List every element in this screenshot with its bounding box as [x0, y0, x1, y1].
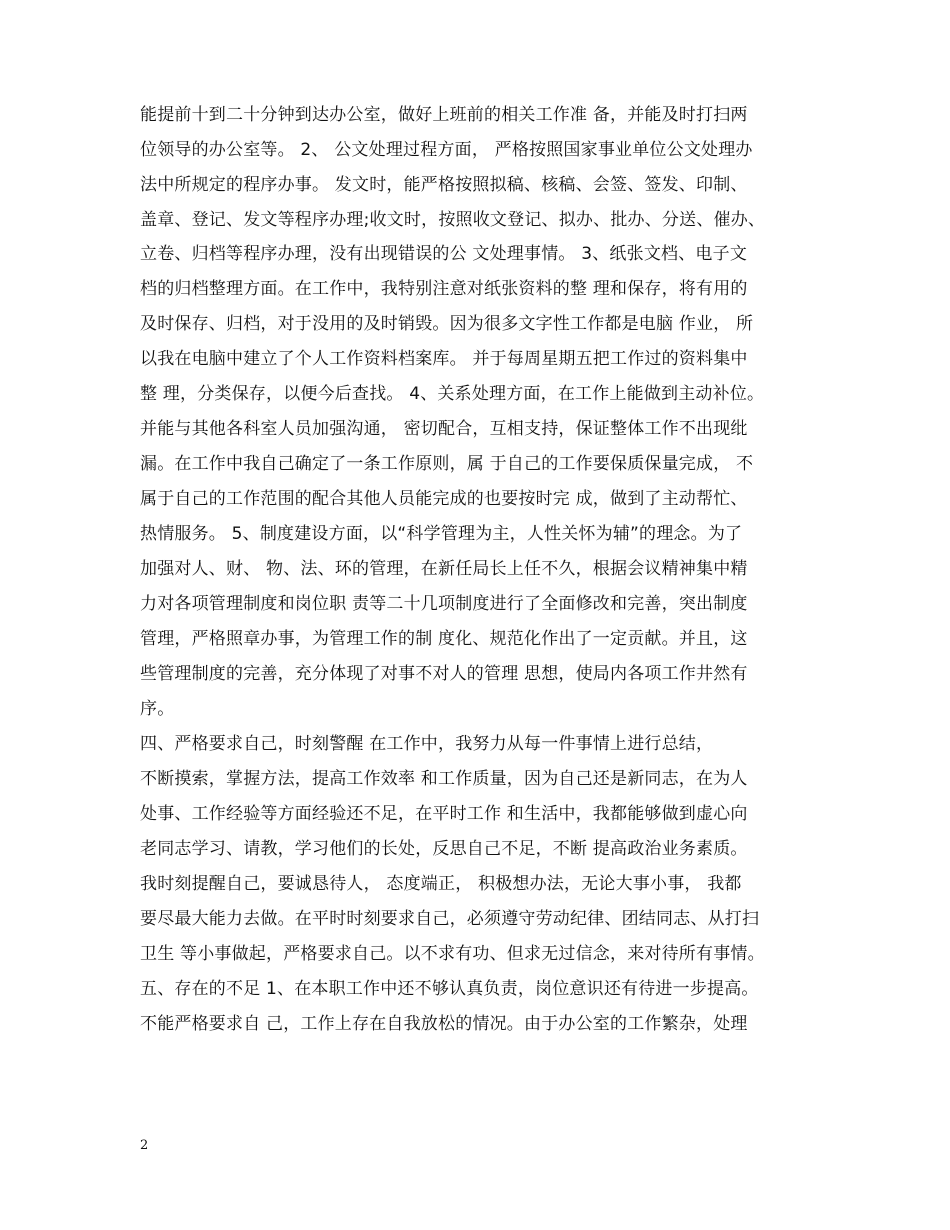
text-line: 加强对人、财、 物、法、环的管理，在新任局长上任不久，根据会议精神集中精 — [140, 559, 748, 579]
text-line: 并能与其他各科室人员加强沟通， 密切配合，互相支持，保证整体工作不出现纰 — [140, 419, 748, 439]
text-line: 位领导的办公室等。 2、 公文处理过程方面， 严格按照国家事业单位公文处理办 — [140, 140, 753, 160]
text-line: 能提前十到二十分钟到达办公室，做好上班前的相关工作准 备，并能及时打扫两 — [140, 105, 748, 125]
text-line: 档的归档整理方面。在工作中，我特别注意对纸张资料的整 理和保存，将有用的 — [140, 279, 748, 299]
text-line: 以我在电脑中建立了个人工作资料档案库。 并于每周星期五把工作过的资料集中 — [140, 349, 748, 369]
text-line: 管理，严格照章办事，为管理工作的制 度化、规范化作出了一定贡献。并且，这 — [140, 629, 748, 649]
text-line: 法中所规定的程序办事。 发文时，能严格按照拟稿、核稿、会签、签发、印制、 — [140, 175, 748, 195]
text-line: 四、严格要求自己，时刻警醒 在工作中，我努力从每一件事情上进行总结， — [140, 734, 714, 754]
text-line: 属于自己的工作范围的配合其他人员能完成的也要按时完 成，做到了主动帮忙、 — [140, 489, 748, 509]
text-line: 老同志学习、请教，学习他们的长处，反思自己不足，不断 提高政治业务素质。 — [140, 839, 748, 859]
text-line: 及时保存、归档，对于没用的及时销毁。因为很多文字性工作都是电脑 作业， 所 — [140, 314, 754, 334]
text-line: 我时刻提醒自己，要诚恳待人， 态度端正， 积极想办法，无论大事小事， 我都 — [140, 874, 742, 894]
text-line: 不断摸索，掌握方法，提高工作效率 和工作质量，因为自己还是新同志，在为人 — [140, 769, 748, 789]
text-line: 五、存在的不足 1、在本职工作中还不够认真负责，岗位意识还有待进一步提高。 — [140, 979, 759, 999]
text-line: 要尽最大能力去做。在平时时刻要求自己，必须遵守劳动纪律、团结同志、从打扫 — [140, 909, 760, 929]
text-line: 卫生 等小事做起，严格要求自己。以不求有功、但求无过信念，来对待所有事情。 — [140, 944, 765, 964]
text-line: 处事、工作经验等方面经验还不足，在平时工作 和生活中，我都能够做到虚心向 — [140, 804, 748, 824]
text-line: 立卷、归档等程序办理，没有出现错误的公 文处理事情。 3、纸张文档、电子文 — [140, 244, 748, 264]
text-line: 力对各项管理制度和岗位职 责等二十几项制度进行了全面修改和完善，突出制度 — [140, 594, 748, 614]
text-line: 盖章、登记、发文等程序办理;收文时，按照收文登记、拟办、批办、分送、催办、 — [140, 210, 766, 230]
text-line: 整 理，分类保存，以便今后查找。 4、关系处理方面，在工作上能做到主动补位。 — [140, 384, 765, 404]
text-line: 漏。在工作中我自己确定了一条工作原则，属 于自己的工作要保质保量完成， 不 — [140, 454, 754, 474]
text-line: 热情服务。 5、制度建设方面，以“科学管理为主，人性关怀为辅”的理念。为了 — [140, 524, 743, 544]
text-line: 序。 — [140, 699, 175, 719]
text-line: 些管理制度的完善，充分体现了对事不对人的管理 思想，使局内各项工作井然有 — [140, 664, 748, 684]
text-line: 不能严格要求自 己，工作上存在自我放松的情况。由于办公室的工作繁杂，处理 — [140, 1014, 748, 1034]
page-number: 2 — [140, 1138, 149, 1153]
